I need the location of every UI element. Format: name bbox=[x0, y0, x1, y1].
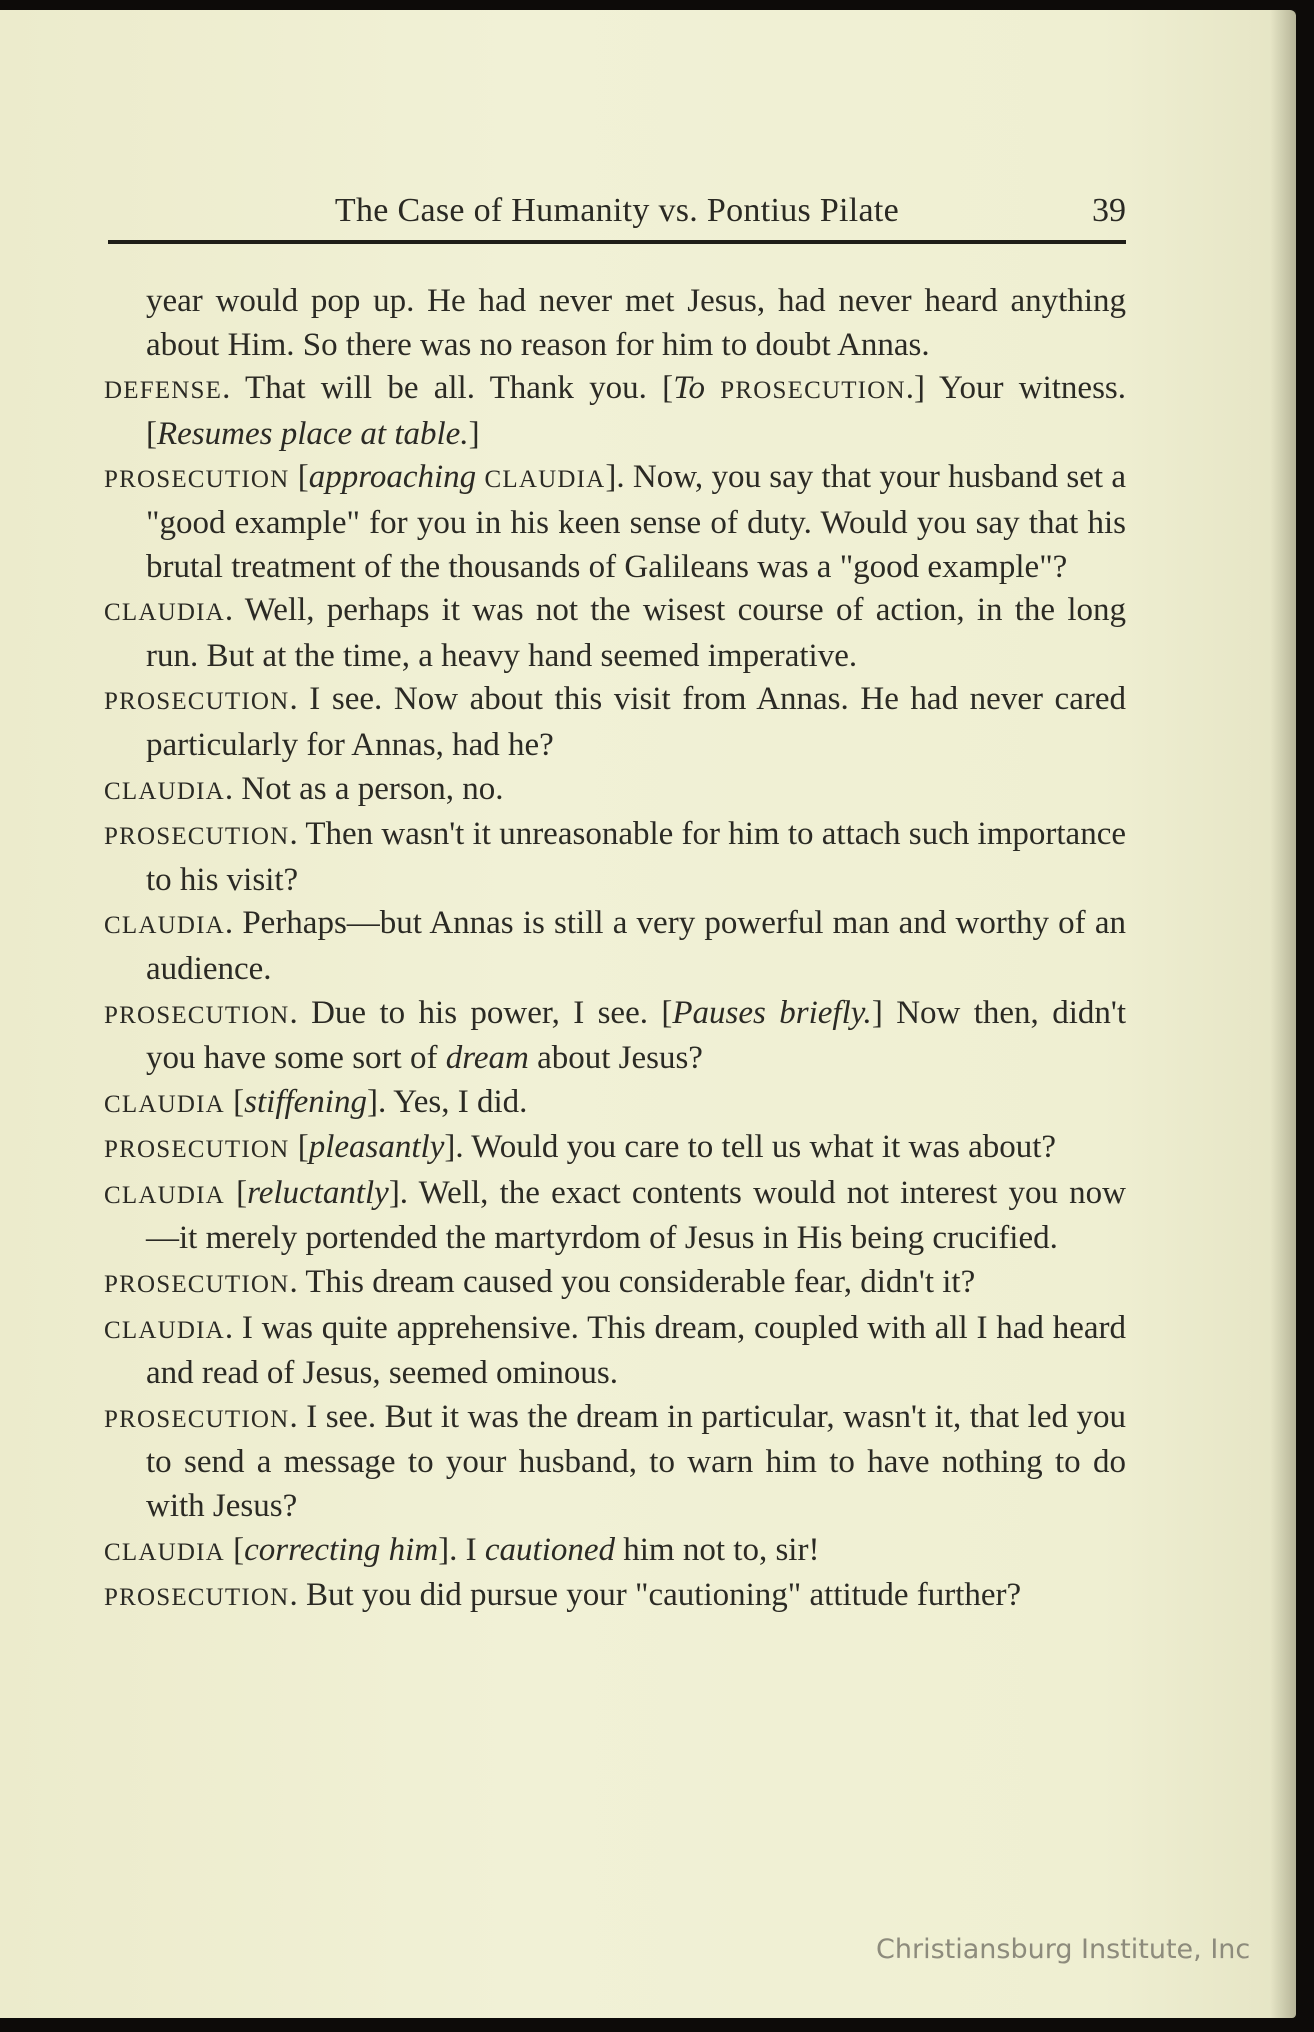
dialogue-text: . Due to his power, I see. [ bbox=[289, 994, 673, 1031]
speaker-name: CLAUDIA bbox=[104, 1181, 225, 1209]
dialogue-text: ] Now then, didn't you have some sort of bbox=[146, 994, 1126, 1077]
dialogue-prosecution bbox=[104, 813, 1126, 902]
dialogue-text: ]. Well, the exact contents would not interest you now—it merely portended the martyrdom of Jesus in His being crucified. bbox=[146, 1174, 1126, 1257]
watermark: Christiansburg Institute, Inc bbox=[876, 1934, 1251, 1965]
dialogue-claudia bbox=[104, 589, 1126, 678]
dialogue-defense bbox=[104, 367, 1126, 456]
speaker-name: PROSECUTION bbox=[104, 823, 290, 851]
dialogue-claudia bbox=[104, 768, 1126, 814]
dialogue-prosecution bbox=[104, 1396, 1126, 1529]
dialogue-prosecution bbox=[104, 678, 1126, 767]
dialogue-text: [ bbox=[289, 459, 309, 496]
stage-direction: stiffening bbox=[244, 1083, 367, 1120]
book-page bbox=[0, 10, 1296, 2018]
dialogue-text: [ bbox=[224, 1531, 245, 1568]
speaker-name: CLAUDIA bbox=[104, 777, 225, 805]
dialogue-prosecution bbox=[104, 1261, 1126, 1307]
dialogue-text: . But you did pursue your "cautioning" attitude further? bbox=[289, 1577, 1022, 1614]
dialogue-text: . Well, perhaps it was not the wisest course of action, in the long run. But at the time, a heavy hand seemed imperative. bbox=[146, 592, 1126, 674]
scan-background bbox=[0, 2018, 1314, 2032]
running-header bbox=[108, 186, 1126, 244]
stage-direction: correcting him bbox=[244, 1531, 439, 1568]
dialogue-text: [ bbox=[224, 1083, 245, 1120]
dialogue-text: . I see. Now about this visit from Annas. He had never cared particularly for Annas, had he? bbox=[146, 681, 1126, 763]
dialogue-claudia bbox=[104, 1307, 1126, 1396]
stage-direction-name: PROSECUTION bbox=[720, 377, 906, 405]
page-number: 39 bbox=[1092, 192, 1126, 229]
paragraph-text: year would pop up. He had never met Jesus, had never heard anything about Him. So there was no reason for him to doubt Annas. bbox=[146, 283, 1126, 363]
dialogue-text: him not to, sir! bbox=[615, 1531, 820, 1568]
dialogue-text: . I see. But it was the dream in particular, wasn't it, that led you to send a message to your husband, to warn him to have nothing to do with Jesus? bbox=[146, 1398, 1126, 1525]
dialogue-text: . I was quite apprehensive. This dream, coupled with all I had heard and read of Jesus, seemed ominous. bbox=[146, 1309, 1126, 1392]
speaker-name: CLAUDIA bbox=[104, 1090, 225, 1118]
speaker-name: PROSECUTION bbox=[104, 1584, 290, 1612]
dialogue-prosecution bbox=[104, 1126, 1126, 1172]
speaker-name: CLAUDIA bbox=[104, 1538, 225, 1566]
speaker-name: CLAUDIA bbox=[104, 1316, 225, 1344]
continued-paragraph bbox=[104, 280, 1126, 367]
dialogue-claudia bbox=[104, 1529, 1126, 1575]
speaker-name: PROSECUTION bbox=[104, 1271, 290, 1299]
stage-direction: Resumes place at table. bbox=[157, 415, 469, 452]
dialogue-text: . This dream caused you considerable fear, didn't it? bbox=[289, 1264, 976, 1301]
dialogue-claudia bbox=[104, 1081, 1126, 1127]
speaker-name: DEFENSE bbox=[104, 377, 223, 405]
dialogue-text: ]. Yes, I did. bbox=[366, 1083, 528, 1120]
dialogue-text: ]. Would you care to tell us what it was about? bbox=[444, 1129, 1057, 1166]
speaker-name: CLAUDIA bbox=[104, 912, 225, 940]
dialogue-text: [ bbox=[224, 1174, 248, 1211]
dialogue-claudia bbox=[104, 902, 1126, 991]
speaker-name: PROSECUTION bbox=[104, 466, 290, 494]
dialogue-text: ]. Now, you say that your husband set a "good example" for you in his keen sense of duty. Would you say that his brutal treatment of the thousands of Galileans was a "good example"? bbox=[146, 459, 1127, 585]
dialogue-prosecution bbox=[104, 1574, 1126, 1620]
dialogue-text: about Jesus? bbox=[528, 1040, 703, 1077]
stage-direction: pleasantly bbox=[308, 1129, 445, 1166]
emphasis: dream bbox=[445, 1040, 529, 1077]
dialogue-claudia bbox=[104, 1172, 1126, 1261]
dialogue-text: . That will be all. Thank you. [ bbox=[222, 370, 674, 407]
dialogue-text: ] bbox=[468, 415, 480, 452]
stage-direction-name: CLAUDIA bbox=[484, 466, 606, 494]
speaker-name: PROSECUTION bbox=[104, 1001, 290, 1029]
speaker-name: PROSECUTION bbox=[104, 688, 290, 716]
dialogue-text: . Not as a person, no. bbox=[224, 770, 504, 807]
stage-direction: approaching bbox=[308, 459, 477, 496]
speaker-name: PROSECUTION bbox=[104, 1136, 290, 1164]
speaker-name: CLAUDIA bbox=[104, 599, 225, 627]
stage-direction: To bbox=[673, 370, 706, 407]
dialogue-text: . Perhaps—but Annas is still a very powerful man and worthy of an audience. bbox=[146, 905, 1126, 987]
page-edge-shadow bbox=[1270, 10, 1296, 2018]
dialogue-text: . Then wasn't it unreasonable for him to attach such importance to his visit? bbox=[146, 816, 1126, 898]
dialogue-text: .] Your witness. [ bbox=[146, 370, 1126, 452]
dialogue-prosecution bbox=[104, 456, 1126, 589]
dialogue-prosecution bbox=[104, 992, 1126, 1081]
stage-direction: Pauses briefly. bbox=[672, 994, 872, 1031]
running-title: The Case of Humanity vs. Pontius Pilate bbox=[334, 192, 900, 229]
emphasis: cautioned bbox=[484, 1531, 616, 1568]
dialogue-text: ]. I bbox=[438, 1531, 485, 1568]
speaker-name: PROSECUTION bbox=[104, 1405, 290, 1433]
dialogue-text: [ bbox=[289, 1129, 309, 1166]
play-text bbox=[104, 280, 1126, 1620]
stage-direction: reluctantly bbox=[247, 1174, 389, 1211]
